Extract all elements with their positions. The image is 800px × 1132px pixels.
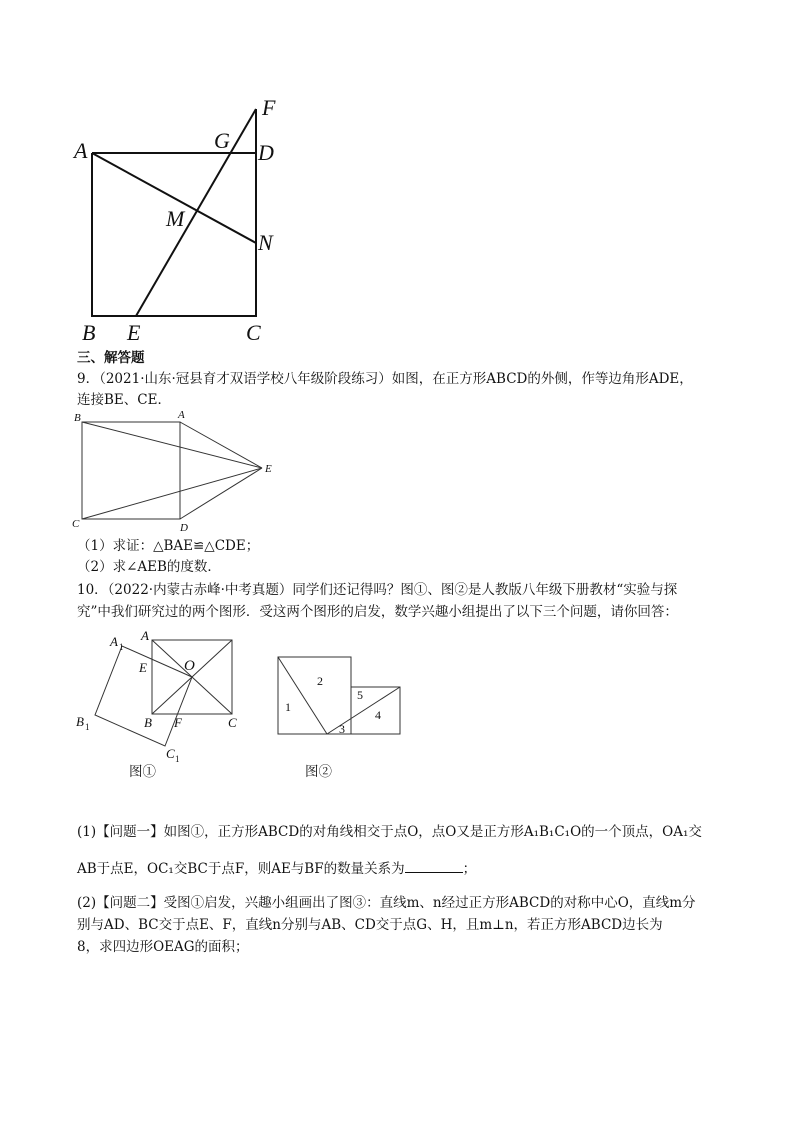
q10-problem2-line2: 别与AD、BC交于点E、F，直线n分别与AB、CD交于点G、H，且m⊥n，若正方形ABCD边长为 — [77, 917, 663, 933]
figure-square-abcd — [60, 95, 320, 350]
label-f: F — [262, 95, 276, 120]
q10-problem1-end: ； — [462, 861, 477, 877]
q9-label-d: D — [180, 522, 188, 534]
q9-part1: （1）求证：△BAE≌△CDE； — [77, 538, 260, 554]
fig1-label-a: A — [141, 628, 149, 643]
figure-2-pythagoras — [270, 650, 410, 740]
label-b: B — [82, 320, 96, 345]
segment-ae — [180, 422, 262, 468]
q9-label-e: E — [265, 463, 272, 475]
q10-problem1-line1: (1)【问题一】如图①，正方形ABCD的对角线相交于点O，点O又是正方形A₁B₁C₁O的一个顶点，OA₁交 — [77, 824, 702, 840]
q9-line1: 9．（2021·山东·冠县育才双语学校八年级阶段练习）如图，在正方形ABCD的外侧，作等边角形ADE， — [77, 371, 693, 387]
figure-1-caption: 图① — [129, 764, 156, 780]
fig1-label-a1: A — [110, 634, 118, 649]
piece-label-4: 4 — [375, 708, 381, 722]
figure-2-caption: 图② — [305, 764, 332, 780]
q10-problem1-line2 — [77, 858, 476, 879]
fig1-label-b1: B — [76, 714, 84, 729]
q9-label-a: A — [178, 409, 185, 421]
fig1-label-e: E — [139, 660, 147, 675]
label-g: G — [214, 128, 230, 153]
fig1-label-c: C — [228, 715, 237, 730]
figure-1-rotated-squares — [70, 628, 250, 778]
q9-label-b: B — [74, 412, 81, 424]
cut-line-1 — [278, 657, 327, 734]
q10-intro-line1: 10．（2022·内蒙古赤峰·中考真题）同学们还记得吗？图①、图②是人教版八年级下册教材“实验与探 — [77, 582, 678, 598]
fig1-label-b1-sub: 1 — [85, 722, 90, 732]
segment-ce — [82, 468, 262, 519]
label-d: D — [258, 140, 274, 165]
label-c: C — [246, 320, 261, 345]
piece-label-1: 1 — [285, 700, 291, 714]
square-outline — [92, 153, 256, 316]
label-n: N — [258, 230, 273, 255]
segment-be — [82, 422, 262, 468]
q9-line2: 连接BE、CE． — [77, 392, 171, 408]
fig1-label-o: O — [184, 658, 195, 674]
piece-label-5: 5 — [357, 688, 363, 702]
q9-label-c: C — [72, 518, 80, 530]
fig1-label-c1-sub: 1 — [175, 754, 180, 764]
square-abcd-outline — [82, 422, 180, 519]
figure-square-with-triangle — [70, 405, 285, 535]
answer-blank[interactable] — [405, 858, 463, 873]
fig1-label-c1: C — [166, 746, 175, 761]
fig1-label-f: F — [174, 715, 182, 730]
label-a: A — [74, 138, 88, 163]
piece-label-3: 3 — [339, 722, 345, 736]
cut-line-2 — [327, 687, 400, 734]
q9-part2: （2）求∠AEB的度数． — [77, 559, 221, 575]
section-heading: 三、解答题 — [77, 350, 145, 366]
segment-ef — [136, 109, 256, 316]
label-m: M — [166, 206, 185, 231]
piece-label-2: 2 — [317, 674, 323, 688]
q10-problem1-text: AB于点E，OC₁交BC于点F，则AE与BF的数量关系为 — [77, 861, 405, 877]
q10-intro-line2: 究”中我们研究过的两个图形．受这两个图形的启发，数学兴趣小组提出了以下三个问题，请你回答： — [77, 604, 678, 620]
fig1-label-a1-sub: 1 — [119, 642, 124, 652]
fig1-label-b: B — [144, 715, 152, 730]
q10-problem2-line3: 8，求四边形OEAG的面积； — [77, 939, 249, 955]
label-e: E — [127, 320, 141, 345]
q10-problem2-line1: (2)【问题二】受图①启发，兴趣小组画出了图③：直线m、n经过正方形ABCD的对称中心O，直线m分 — [77, 895, 696, 911]
segment-de — [180, 468, 262, 519]
